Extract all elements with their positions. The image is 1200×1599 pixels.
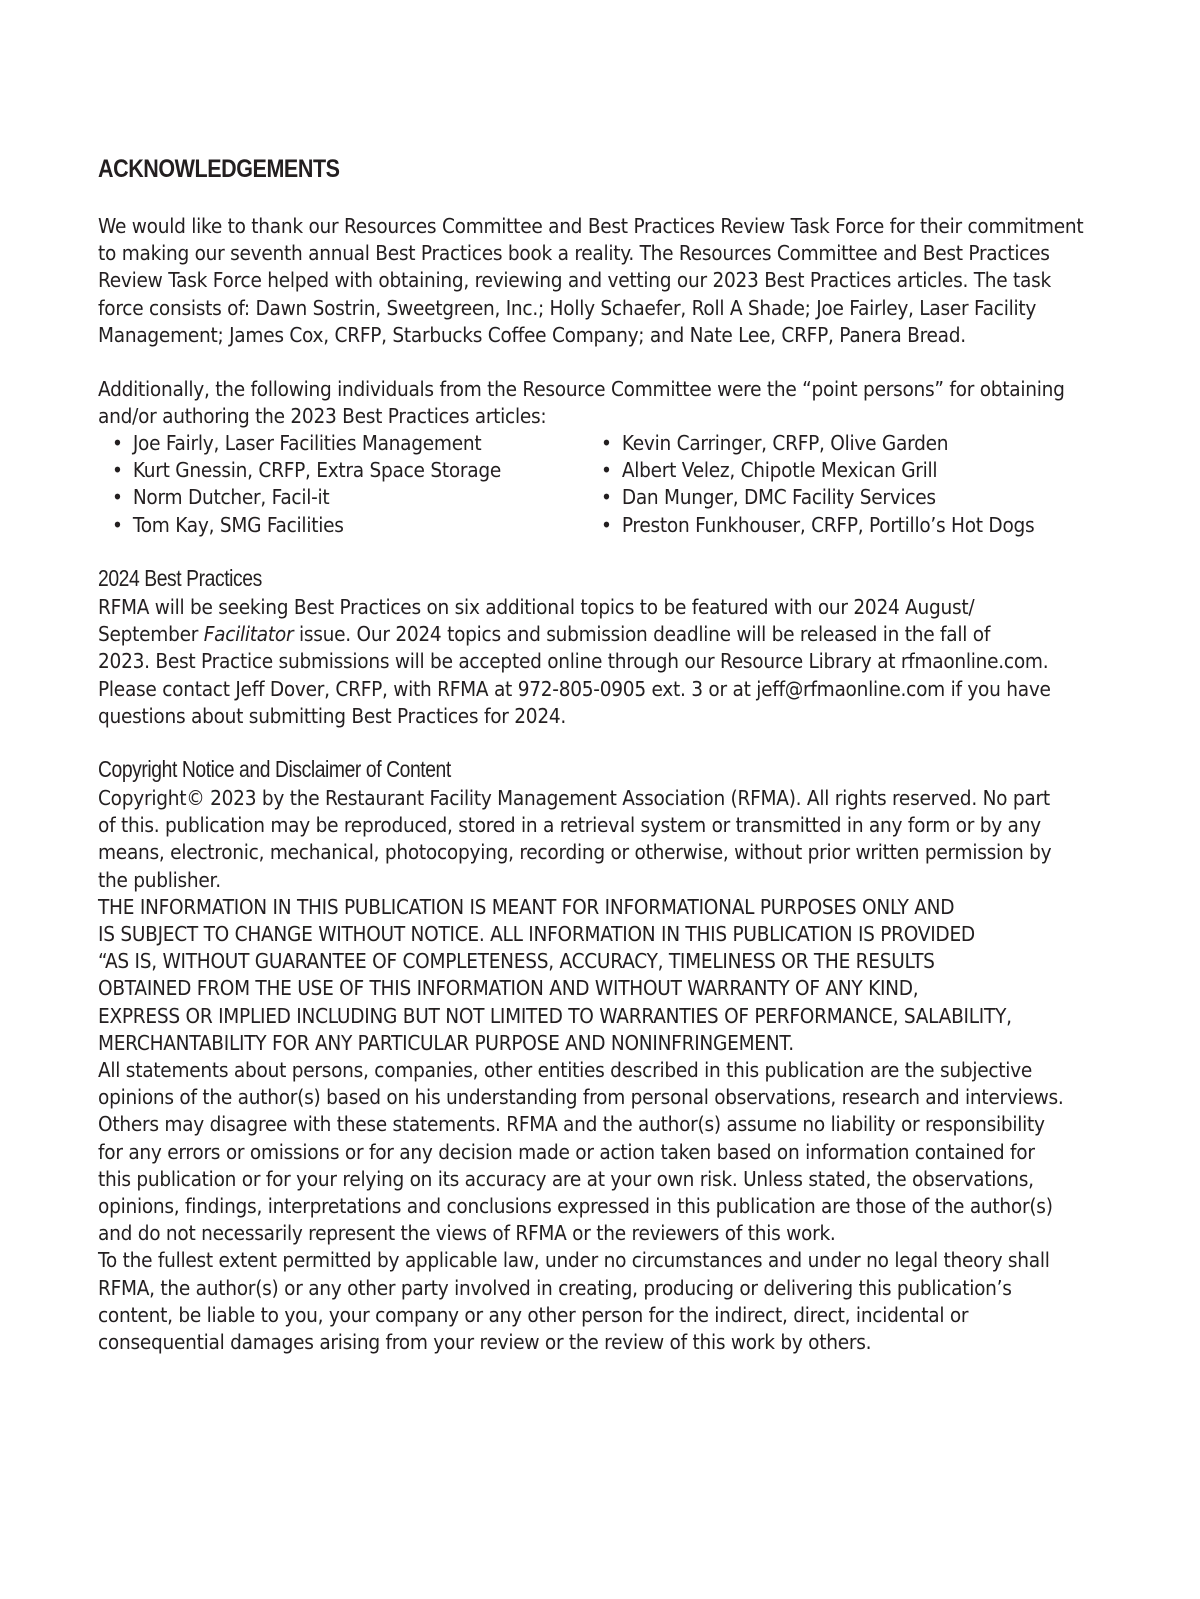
text-line: Management; James Cox, CRFP, Starbucks Coffee Company; and Nate Lee, CRFP, Panera Bread. [98, 322, 966, 347]
best-practices-2024-heading: 2024 Best Practices [98, 565, 262, 591]
list-item-text: Norm Dutcher, Facil-it [132, 485, 330, 510]
list-item [112, 512, 501, 539]
text-line: questions about submitting Best Practices for 2024. [98, 703, 567, 728]
text-line: OBTAINED FROM THE USE OF THIS INFORMATION AND WITHOUT WARRANTY OF ANY KIND, [98, 976, 919, 1001]
text-line: RFMA will be seeking Best Practices on six additional topics to be featured with our 2024 August/ [98, 595, 975, 619]
text-line: THE INFORMATION IN THIS PUBLICATION IS MEANT FOR INFORMATIONAL PURPOSES ONLY AND [98, 894, 955, 919]
text-line: 2023. Best Practice submissions will be accepted online through our Resource Library at rfmaonline.com. [98, 649, 1049, 674]
text-line: opinions, findings, interpretations and conclusions expressed in this publication are those of the author(s) [98, 1194, 1053, 1219]
bullet-dot: • [112, 431, 123, 455]
list-item-text: Albert Velez, Chipotle Mexican Grill [621, 458, 938, 483]
text-line: To the fullest extent permitted by applicable law, under no circumstances and under no legal theory shall [98, 1248, 1050, 1273]
acknowledgements-heading: ACKNOWLEDGEMENTS [98, 155, 340, 183]
list-item [112, 457, 501, 484]
text-line: opinions of the author(s) based on his understanding from personal observations, research and interviews. [98, 1085, 1064, 1110]
list-item [112, 484, 501, 511]
text-line: force consists of: Dawn Sostrin, Sweetgreen, Inc.; Holly Schaefer, Roll A Shade; Joe Fairley, Laser Facility [98, 295, 1037, 320]
list-item [601, 512, 1034, 539]
text-line: “AS IS, WITHOUT GUARANTEE OF COMPLETENESS, ACCURACY, TIMELINESS OR THE RESULTS [98, 949, 935, 974]
text-line: this publication or for your relying on its accuracy are at your own risk. Unless stated, the observations, [98, 1166, 1034, 1191]
text-line: Additionally, the following individuals from the Resource Committee were the “point persons” for obtaining [98, 377, 1065, 401]
text-line: IS SUBJECT TO CHANGE WITHOUT NOTICE. ALL INFORMATION IN THIS PUBLICATION IS PROVIDED [98, 922, 975, 947]
list-item [601, 430, 1034, 457]
text-line: Others may disagree with these statements. RFMA and the author(s) assume no liability or responsibility [98, 1112, 1045, 1137]
copyright-heading: Copyright Notice and Disclaimer of Content [98, 756, 451, 782]
text-line: All statements about persons, companies, other entities described in this publication are the subjective [98, 1058, 1033, 1083]
text-line: RFMA, the author(s) or any other party involved in creating, producing or delivering this publication’s [98, 1275, 1012, 1300]
bullet-dot: • [601, 512, 612, 537]
point-persons-intro [98, 376, 1098, 430]
list-item [601, 484, 1034, 511]
text-line: Copyright© 2023 by the Restaurant Facility Management Association (RFMA). All rights reserved. No part [98, 786, 1050, 810]
bullet-dot: • [601, 431, 612, 455]
text-line: Please contact Jeff Dover, CRFP, with RFMA at 972-805-0905 ext. 3 or at jeff@rfmaonline.com if you have [98, 676, 1051, 701]
text-line: EXPRESS OR IMPLIED INCLUDING BUT NOT LIMITED TO WARRANTIES OF PERFORMANCE, SALABILITY, [98, 1003, 1012, 1028]
bullet-dot: • [112, 458, 123, 483]
bullet-column-left [112, 430, 501, 539]
text-line: consequential damages arising from your review or the review of this work by others. [98, 1330, 872, 1355]
list-item-text: Joe Fairly, Laser Facilities Management [132, 431, 482, 455]
text-line: and do not necessarily represent the views of RFMA or the reviewers of this work. [98, 1221, 836, 1246]
text-line: We would like to thank our Resources Committee and Best Practices Review Task Force for their commitment [98, 214, 1084, 238]
text-line: content, be liable to you, your company or any other person for the indirect, direct, incidental or [98, 1302, 969, 1327]
text-line: means, electronic, mechanical, photocopying, recording or otherwise, without prior written permission by [98, 840, 1052, 865]
list-item-text: Kurt Gnessin, CRFP, Extra Space Storage [132, 458, 502, 483]
publication-title: Facilitator [203, 622, 294, 647]
text-line: to making our seventh annual Best Practices book a reality. The Resources Committee and Best Practices [98, 241, 1050, 266]
bullet-dot: • [112, 485, 123, 510]
text-line: of this. publication may be reproduced, stored in a retrieval system or transmitted in any form or by any [98, 813, 1041, 838]
point-persons-list [98, 430, 1098, 550]
copyright-body [98, 785, 1098, 1356]
text-line: and/or authoring the 2023 Best Practices articles: [98, 404, 547, 429]
list-item-text: Kevin Carringer, CRFP, Olive Garden [621, 431, 949, 455]
text-line: the publisher. [98, 867, 221, 892]
text-line: for any errors or omissions or for any decision made or action taken based on information contained for [98, 1139, 1035, 1164]
bullet-column-right [601, 430, 1034, 539]
list-item-text: Preston Funkhouser, CRFP, Portillo’s Hot Dogs [621, 512, 1035, 537]
acknowledgements-paragraph [98, 213, 1098, 349]
text-line: MERCHANTABILITY FOR ANY PARTICULAR PURPOSE AND NONINFRINGEMENT. [98, 1030, 794, 1055]
bullet-dot: • [601, 458, 612, 483]
text-segment: September [98, 622, 204, 647]
bullet-dot: • [601, 485, 612, 510]
list-item [601, 457, 1034, 484]
text-line [98, 621, 1098, 648]
best-practices-2024-paragraph [98, 594, 1098, 730]
text-line: Review Task Force helped with obtaining, reviewing and vetting our 2023 Best Practices articles. The task [98, 268, 1052, 293]
list-item [112, 430, 501, 457]
list-item-text: Dan Munger, DMC Facility Services [621, 485, 936, 510]
list-item-text: Tom Kay, SMG Facilities [132, 512, 344, 537]
text-segment: issue. Our 2024 topics and submission deadline will be released in the fall of [293, 622, 991, 647]
bullet-dot: • [112, 512, 123, 537]
